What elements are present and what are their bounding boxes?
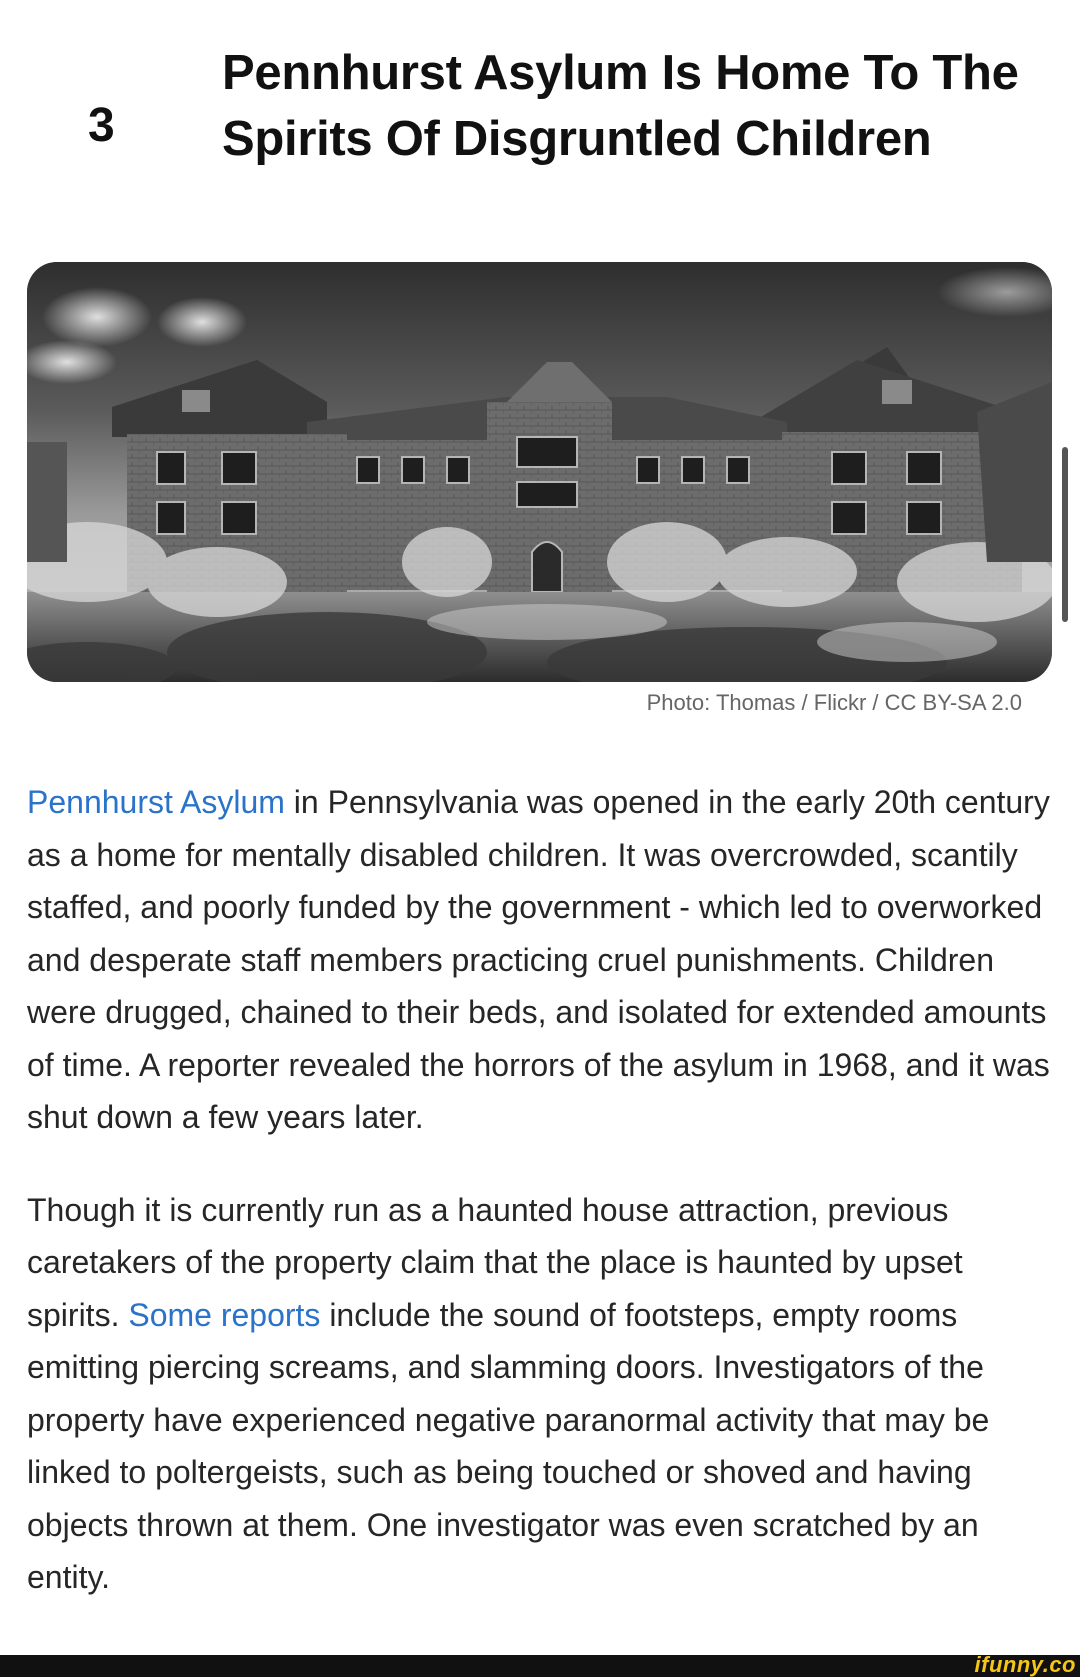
ifunny-watermark: ifunny.co — [974, 1652, 1076, 1677]
photo-credit: Photo: Thomas / Flickr / CC BY-SA 2.0 — [646, 690, 1022, 715]
asylum-photo[interactable] — [27, 262, 1052, 682]
paragraph-1-text: in Pennsylvania was opened in the early 20th century as a home for mentally disabled children. It was overcrowded, scantily staffed, and poorly funded by the government - which led to overworked and desperate staff members practicing cruel punishments. Children were drugged, chained to their beds, and isolated for extended amounts of time. A reporter revealed the horrors of the asylum in 1968, and it was shut down a few years later. — [27, 784, 1050, 1135]
footer-bar — [0, 1652, 1080, 1677]
article-paragraph-1 — [27, 776, 1057, 1144]
pennhurst-asylum-link[interactable]: Pennhurst Asylum — [27, 784, 285, 820]
paragraph-2-text-before: Though it is currently run as a haunted house attraction, previous caretakers of the property claim that the place is haunted by upset spirits. — [27, 1191, 963, 1333]
some-reports-link[interactable]: Some reports — [128, 1296, 321, 1333]
article-paragraph-2 — [27, 1184, 1057, 1604]
asylum-photo-image — [27, 262, 1052, 682]
scrollbar-thumb[interactable] — [1062, 447, 1068, 622]
rank-number: 3 — [88, 99, 115, 152]
paragraph-2-text-after: include the sound of footsteps, empty rooms emitting piercing screams, and slamming doors. Investigators of the property have experienced negative paranormal activity that may be linked to poltergeists, such as being touched or shoved and having objects thrown at them. One investigator was even scratched by an entity. — [27, 1296, 990, 1595]
list-item-header — [0, 36, 1080, 236]
page-title: Pennhurst Asylum Is Home To The Spirits Of Disgruntled Children — [222, 46, 1019, 166]
article-body — [27, 776, 1057, 1644]
